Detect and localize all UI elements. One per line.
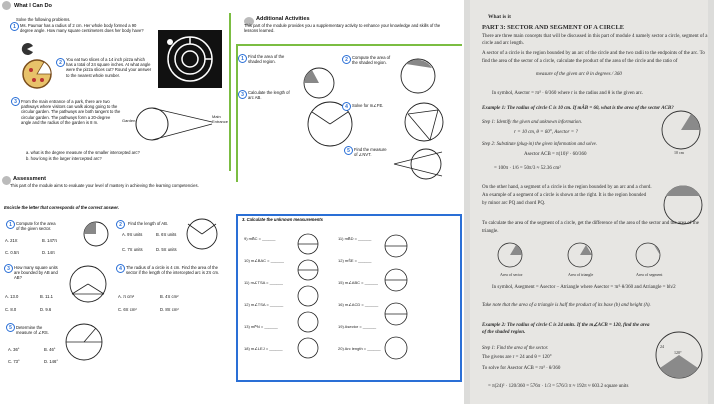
choice[interactable]: B. 6π units xyxy=(156,232,177,237)
intro-text: Solve the following problems. xyxy=(16,17,71,22)
caption: Area of triangle xyxy=(568,272,594,277)
textbook-photo xyxy=(464,0,714,404)
problem-number: 2 xyxy=(56,58,65,67)
question-number: 5 xyxy=(6,323,15,332)
photo-example-2: Example 2: The radius of circle C is 24 units. If the m∠ACB = 120, find the area of the shaded region. xyxy=(482,323,650,335)
measure-item: 15) m∠ABC = ______ xyxy=(338,280,378,285)
intro-text: This part of the module provides you a supplementary activity to enhance your knowledge and skills of the lessons learned. xyxy=(244,23,441,34)
photo-example-1: Example 1: The radius of circle C is 10 cm. If mÂB = 60, what is the area of the sector ACB? xyxy=(482,106,674,111)
angle-figure xyxy=(62,320,106,364)
maze-figure xyxy=(158,30,222,88)
question-number: 2 xyxy=(116,220,125,229)
choice[interactable]: D. 9.6 xyxy=(40,307,52,312)
question-text: Compute for the area of the given sector. xyxy=(16,221,56,232)
figure-label: 24 xyxy=(660,344,664,349)
pacman-figure xyxy=(20,42,34,56)
photo-symbol-2: In symbol, Asegment = Asector − Atriangle where Asector = πr²·θ/360 and Atriangle = bh/2 xyxy=(492,285,676,290)
item-number: 2 xyxy=(342,55,351,64)
choice[interactable]: B. 147π xyxy=(42,238,57,243)
caption: Area of sector xyxy=(500,272,523,277)
item-number: 5 xyxy=(344,146,353,155)
measure-item: 11) mB̂D = ______ xyxy=(338,236,372,241)
section-heading: 3. Calculate the unknown measurements xyxy=(242,217,323,222)
item-text: Find the area of the shaded region. xyxy=(248,54,285,65)
measure-figures xyxy=(236,214,462,382)
choice[interactable]: D. 14π xyxy=(42,250,55,255)
item-text: Calculate the length of arc AB. xyxy=(248,90,290,101)
figure-label: 10 cm xyxy=(674,150,684,155)
photo-segment-text: On the other hand, a segment of a circle is the region bounded by an arc and a chord. An example of a segment of a circle is shown at the right. It is the region bounded by minor arc PQ and chord PQ. xyxy=(482,185,652,206)
shaded-segment-figure xyxy=(398,56,438,96)
photo-title: PART 3: SECTOR AND SEGMENT OF A CIRCLE xyxy=(482,24,624,31)
segment-figure xyxy=(64,262,112,306)
choice[interactable]: A. 36° xyxy=(8,347,20,352)
choice[interactable]: B. 46° xyxy=(44,347,56,352)
choice[interactable]: B. 4π cm² xyxy=(160,294,179,299)
choice[interactable]: C. 8.0 xyxy=(5,307,17,312)
measure-item: 9) mB̂C = ______ xyxy=(244,236,276,241)
page-assessment xyxy=(0,176,232,404)
item-number: 4 xyxy=(342,102,351,111)
section-heading: What I Can Do xyxy=(14,3,52,9)
photo-note: Take note that the area of a triangle is half the product of its base (b) and height (h). xyxy=(482,303,651,308)
example-2-figure xyxy=(652,328,706,382)
section-heading: Additional Activities xyxy=(256,16,310,22)
photo-step: Step 1: Identify the given and unknown information. xyxy=(482,120,582,125)
problem-text: From the main entrance of a park, there are two pathways where visitors can walk along going to the circular garden. The pathways are both tangent to the circular garden. The pathways form a 20-degree angle and the radius of the garden is 8 m. xyxy=(21,99,121,125)
choice[interactable]: A. π cm² xyxy=(118,294,135,299)
pizza-figure xyxy=(20,58,54,90)
problem-number: 1 xyxy=(10,22,19,31)
photo-title-small: What is it xyxy=(488,14,511,20)
choice[interactable]: A. 9π units xyxy=(122,232,143,237)
page-what-i-can-do xyxy=(0,0,232,172)
choice[interactable]: C. 73° xyxy=(8,359,20,364)
measure-item: 20) Arc length = ______ xyxy=(338,346,381,351)
choice[interactable]: A. 21π xyxy=(5,238,18,243)
sub-question-b: b. how long is the larger intercepted arc? xyxy=(26,156,102,161)
caption: Area of segment xyxy=(636,272,663,277)
arc-figure xyxy=(182,216,222,252)
inscribed-angle-figure xyxy=(402,100,446,144)
secant-angle-figure xyxy=(392,146,448,182)
sector-figure xyxy=(82,219,110,249)
measure-item: 18) m∠LEJ = ______ xyxy=(244,346,283,351)
figure-label: 120° xyxy=(674,350,682,355)
choice[interactable]: D. 8π cm² xyxy=(160,307,179,312)
entrance-label: Main Entrance xyxy=(212,114,229,124)
question-text: Find the length of AB. xyxy=(128,221,169,226)
photo-calc-text: To calculate the area of the segment of a circle, get the difference of the area of the sector and the area of the triangle. xyxy=(482,221,699,234)
photo-step: Step 1: Find the area of the sector. xyxy=(482,346,549,351)
sector-triangle-segment-figures xyxy=(494,240,670,270)
photo-equation: = 100π · 1/6 = 50π/3 ≈ 52.36 cm² xyxy=(494,166,561,171)
measure-item: 11) m∠TSA = ______ xyxy=(244,280,283,285)
measure-item: 10) m∠BAC = ______ xyxy=(244,258,284,263)
measure-item: 12) mŜE = ______ xyxy=(338,258,372,263)
item-number: 3 xyxy=(238,90,247,99)
page-additional-activities xyxy=(236,14,462,184)
choice[interactable]: A. 13.0 xyxy=(5,294,19,299)
photo-equation: = π(24)² · 120/360 = 576π · 1/3 = 576/3 π ≈ 192π ≈ 603.2 square units xyxy=(488,384,629,389)
measure-item: 16) m∠ACD = ______ xyxy=(338,302,379,307)
choice[interactable]: C. 0.5π xyxy=(5,250,20,255)
question-number: 1 xyxy=(6,220,15,229)
measure-item: 19) Asector = ______ xyxy=(338,324,377,329)
photo-paragraph: A sector of a circle is the region bounded by an arc of the circle and the two radii to the endpoints of the arc. To find the area of the sector of a circle, calculate the product of the area of the circle and the ratio of xyxy=(482,51,705,64)
photo-symbol: In symbol, Asector = πr² · θ/360 where r is the radius and θ is the given arc. xyxy=(492,91,644,96)
question-text: How many square units are bounded by AB and AB? xyxy=(14,265,58,281)
item-number: 1 xyxy=(238,54,247,63)
choice[interactable]: D. 146° xyxy=(44,359,59,364)
photo-equation: Asector ACB = π(10)² · 60/360 xyxy=(524,152,587,157)
problem-text: You eat two slices of a 14 inch pizza which has a total of 24 square inches. At what angle were the pizza slices cut? Round your answer to the nearest whole number. xyxy=(66,57,152,78)
measure-item: 12) m∠TSA = ______ xyxy=(244,302,284,307)
problem-number: 3 xyxy=(11,97,20,106)
choice[interactable]: B. 11.1 xyxy=(40,294,53,299)
measure-item: 13) mP̂N = ______ xyxy=(244,324,278,329)
question-number: 4 xyxy=(116,264,125,273)
problem-text: Ms. Paumar has a radius of 2 cm. Her whole body formed a 90 degree angle. How many square centimeters does her body have? xyxy=(20,23,144,34)
instruction-text: Encircle the letter that corresponds of the correct answer. xyxy=(4,205,119,210)
park-garden-figure xyxy=(122,102,226,148)
choice[interactable]: C. 7π units xyxy=(122,247,143,252)
garden-label: Garden xyxy=(122,118,136,123)
item-text: Compute the area of the shaded region. xyxy=(352,55,391,66)
choice[interactable]: D. 5π units xyxy=(156,247,177,252)
module-logo-icon xyxy=(2,1,11,10)
photo-given: r = 10 cm, θ = 60°, Asector = ? xyxy=(514,130,578,135)
sector-example-figure xyxy=(656,108,706,152)
section-heading: Assessment xyxy=(13,176,46,182)
item-text: Solve for m∠FE. xyxy=(352,103,384,108)
intro-text: This part of the module aims to evaluate your level of mastery in achieving the learning competencies. xyxy=(10,183,199,188)
question-text: The radius of a circle is 4 cm. Find the area of the sector if the length of the intercepted arc is 2π cm. xyxy=(126,265,220,276)
photo-paragraph: There are three main concepts that will be discussed in this part of module 4 namely sector a circle, segment of a circle and arc length. xyxy=(482,34,708,46)
photo-step: Step 2: Substitute (plug-in) the given information and solve. xyxy=(482,142,597,147)
photo-solve: To solve for Asector ACB = πr² · θ/360 xyxy=(482,366,561,371)
choice[interactable]: C. 6π cm² xyxy=(118,307,137,312)
item-text: Find the measure of ∠NVT. xyxy=(354,147,387,158)
photo-given: The givens are r = 24 and θ = 120° xyxy=(482,355,552,360)
shaded-sector-figure xyxy=(302,66,336,100)
photo-ratio: measure of the given arc θ in degrees / 360 xyxy=(536,72,622,77)
page-unknown-measurements xyxy=(236,214,464,402)
question-number: 3 xyxy=(4,264,13,273)
sub-question-a: a. what is the degree measure of the smaller intercepted arc? xyxy=(26,150,140,155)
question-text: Determine the measure of ∠RS. xyxy=(16,325,49,336)
